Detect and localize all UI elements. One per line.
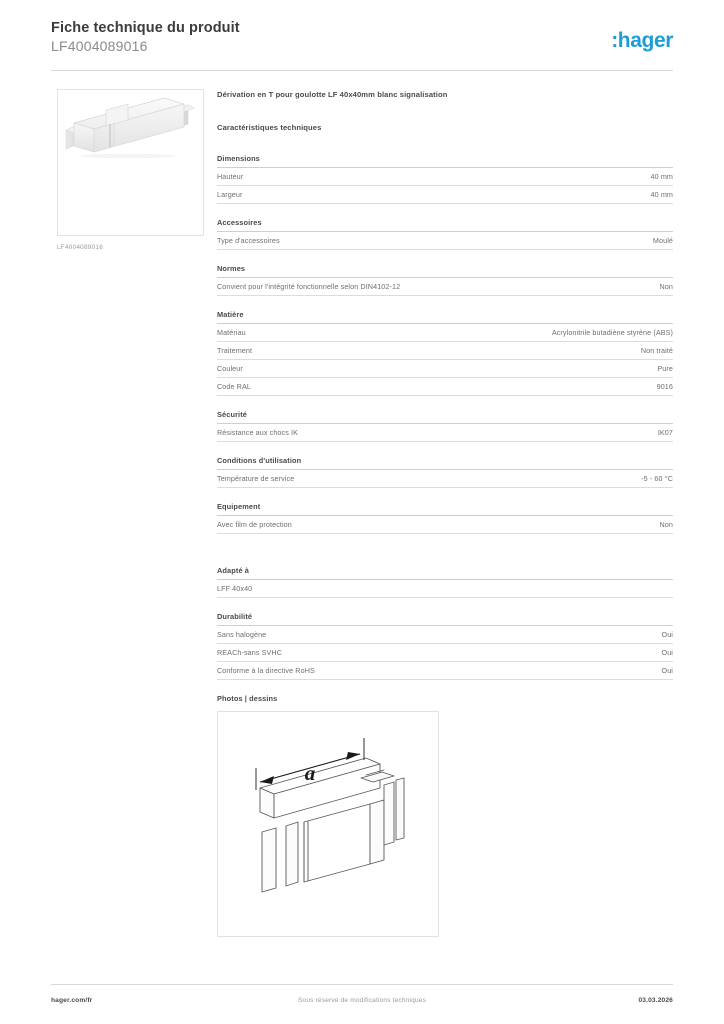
spec-row-value: Non	[659, 281, 673, 291]
footer-website[interactable]: hager.com/fr	[51, 997, 93, 1004]
spec-row-value: Oui	[661, 665, 673, 675]
spec-row-label: REACh-sans SVHC	[217, 647, 283, 657]
spec-row	[217, 360, 673, 378]
spec-row-label: Sans halogène	[217, 629, 267, 639]
spec-row-label: Température de service	[217, 473, 295, 483]
spec-row-label: Code RAL	[217, 381, 251, 391]
spec-row	[217, 186, 673, 204]
spec-row-value: Oui	[661, 647, 673, 657]
hager-logo: :hager	[611, 29, 673, 52]
drawing-section-heading: Photos | dessins	[217, 694, 278, 703]
spec-row	[217, 424, 673, 442]
spec-row-value: 40 mm	[650, 171, 673, 181]
spec-row-value: Pure	[657, 363, 673, 373]
spec-row-label: Couleur	[217, 363, 243, 373]
spec-row-label: Conforme à la directive RoHS	[217, 665, 315, 675]
spec-group-title: Matière	[217, 310, 673, 324]
spec-group-title: Durabilité	[217, 612, 673, 626]
header-divider	[51, 70, 673, 71]
spec-row-value: Oui	[661, 629, 673, 639]
spec-group	[217, 566, 673, 598]
spec-group-title: Normes	[217, 264, 673, 278]
spec-group	[217, 310, 673, 396]
footer-divider	[51, 984, 673, 985]
spec-row	[217, 644, 673, 662]
spec-section-heading: Caractéristiques techniques	[217, 123, 322, 132]
spec-row-label: Type d'accessoires	[217, 235, 280, 245]
spec-row-label: Matériau	[217, 327, 246, 337]
section-spacer	[217, 548, 673, 566]
spec-row	[217, 278, 673, 296]
spec-group	[217, 410, 673, 442]
spec-row	[217, 470, 673, 488]
spec-group	[217, 456, 673, 488]
product-photo-caption: LF4004089016	[57, 244, 103, 251]
spec-row	[217, 516, 673, 534]
dimension-label-a: a	[304, 761, 316, 785]
spec-group-title: Conditions d'utilisation	[217, 456, 673, 470]
spec-group	[217, 264, 673, 296]
spec-row	[217, 168, 673, 186]
page-footer	[51, 997, 673, 1009]
spec-row	[217, 662, 673, 680]
spec-group	[217, 612, 673, 680]
spec-row-value: Non traité	[640, 345, 673, 355]
spec-row-value: Acrylonitrile butadiène styrène (ABS)	[551, 327, 673, 337]
spec-row	[217, 378, 673, 396]
spec-group-title: Sécurité	[217, 410, 673, 424]
spec-row	[217, 626, 673, 644]
product-reference: LF4004089016	[51, 38, 148, 54]
spec-group	[217, 218, 673, 250]
spec-row-label: Hauteur	[217, 171, 244, 181]
product-description: Dérivation en T pour goulotte LF 40x40mm blanc signalisation	[217, 90, 448, 99]
spec-row	[217, 324, 673, 342]
spec-group-list	[217, 154, 673, 680]
spec-row-label: Résistance aux chocs IK	[217, 427, 299, 437]
product-photo	[57, 89, 204, 236]
footer-disclaimer: Sous réserve de modifications techniques	[297, 997, 427, 1004]
spec-row-value: Moulé	[652, 235, 673, 245]
spec-group-title: Dimensions	[217, 154, 673, 168]
spec-row-label: LFF 40x40	[217, 583, 253, 593]
specifications-panel	[217, 89, 673, 937]
spec-group-title: Equipement	[217, 502, 673, 516]
spec-row	[217, 342, 673, 360]
technical-drawing	[217, 711, 439, 937]
spec-row-value: Non	[659, 519, 673, 529]
spec-row-value: IK07	[657, 427, 673, 437]
spec-group-title: Adapté à	[217, 566, 673, 580]
page-header	[51, 20, 673, 66]
product-photo-image	[58, 90, 203, 235]
spec-group-title: Accessoires	[217, 218, 673, 232]
spec-row-label: Convient pour l'intégrité fonctionnelle selon DIN4102-12	[217, 281, 401, 291]
spec-row	[217, 232, 673, 250]
spec-row-value: -5 - 60 °C	[641, 473, 673, 483]
page-title: Fiche technique du produit	[51, 20, 240, 36]
technical-drawing-image	[218, 712, 438, 936]
spec-group	[217, 154, 673, 204]
spec-row-label: Avec film de protection	[217, 519, 292, 529]
footer-date: 03.03.2026	[638, 997, 673, 1004]
spec-row-value: 9016	[656, 381, 673, 391]
spec-row-label: Traitement	[217, 345, 253, 355]
spec-row-value: 40 mm	[650, 189, 673, 199]
spec-row	[217, 580, 673, 598]
spec-group	[217, 502, 673, 534]
spec-row-label: Largeur	[217, 189, 243, 199]
